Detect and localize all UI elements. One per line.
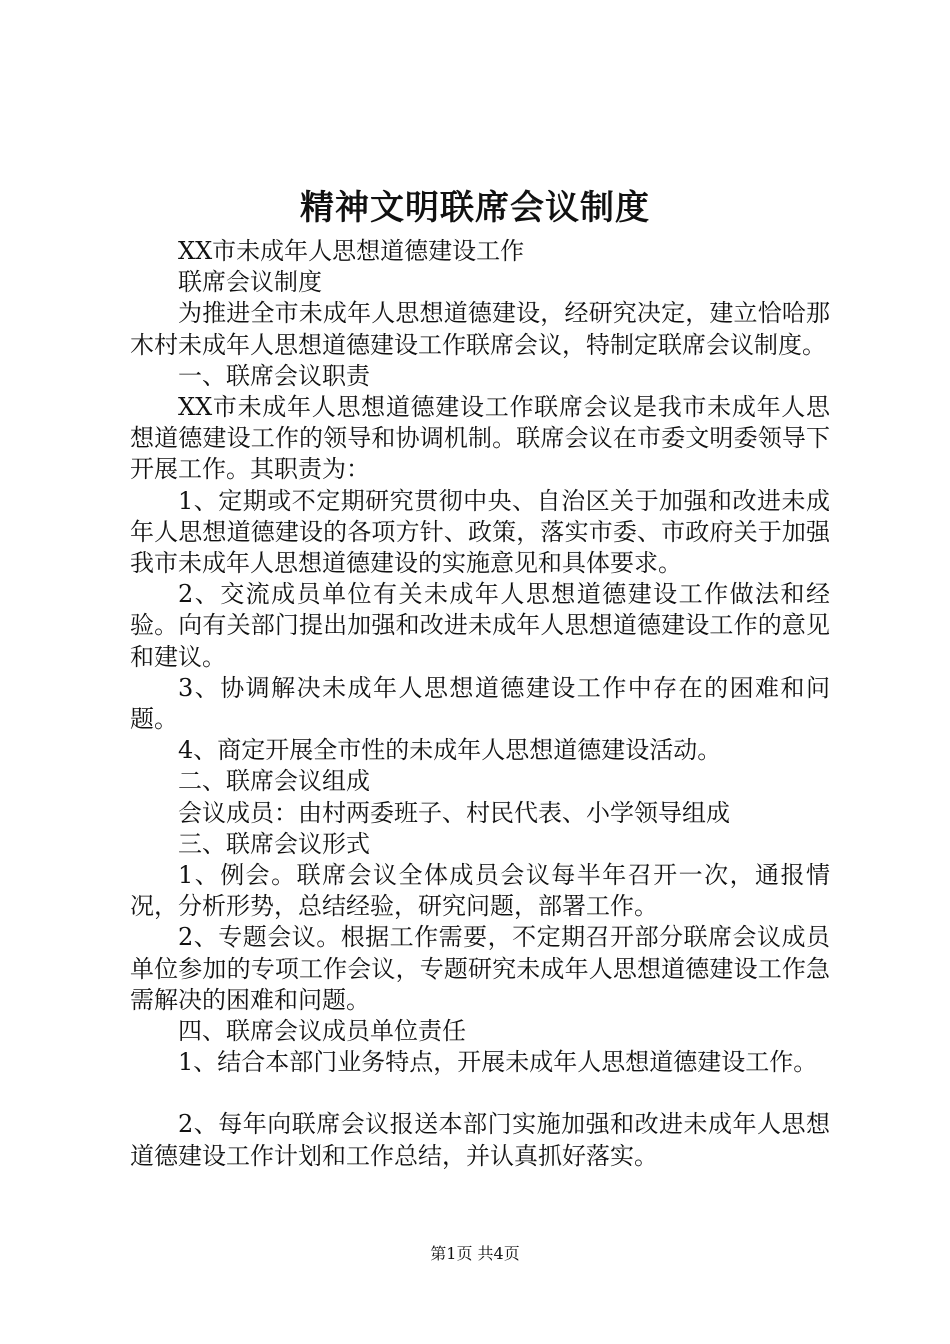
document-title: 精神文明联席会议制度 xyxy=(300,188,650,228)
section-heading: 四、联席会议成员单位责任 xyxy=(178,1017,466,1046)
list-item: 2、专题会议。根据工作需要，不定期召开部分联席会议成员单位参加的专项工作会议，专题研究未成年人思想道德建设工作急需解决的困难和问题。 xyxy=(130,923,830,1014)
list-item: 1、例会。联席会议全体成员会议每半年召开一次，通报情况，分析形势，总结经验，研究问题，部署工作。 xyxy=(130,861,830,921)
paragraph: 会议成员：由村两委班子、村民代表、小学领导组成 xyxy=(178,798,730,827)
paragraph: 联席会议制度 xyxy=(178,268,322,297)
list-item: 4、商定开展全市性的未成年人思想道德建设活动。 xyxy=(178,736,722,765)
list-item: 1、定期或不定期研究贯彻中央、自治区关于加强和改进未成年人思想道德建设的各项方针、政策，落实市委、市政府关于加强我市未成年人思想道德建设的实施意见和具体要求。 xyxy=(130,486,830,578)
page-footer: 第1页 共4页 xyxy=(430,1244,520,1263)
paragraph: 为推进全市未成年人思想道德建设，经研究决定，建立恰哈那木村未成年人思想道德建设工作联席会议，特制定联席会议制度。 xyxy=(130,299,830,359)
section-heading: 二、联席会议组成 xyxy=(178,767,370,796)
paragraph: XX市未成年人思想道德建设工作联席会议是我市未成年人思想道德建设工作的领导和协调机制。联席会议在市委文明委领导下开展工作。其职责为： xyxy=(130,393,830,484)
list-item: 2、交流成员单位有关未成年人思想道德建设工作做法和经验。向有关部门提出加强和改进未成年人思想道德建设工作的意见和建议。 xyxy=(130,580,830,671)
section-heading: 一、联席会议职责 xyxy=(178,361,370,390)
list-item: 1、结合本部门业务特点，开展未成年人思想道德建设工作。 xyxy=(178,1048,818,1077)
section-heading: 三、联席会议形式 xyxy=(178,829,370,858)
document-body xyxy=(130,236,830,1172)
paragraph: XX市未成年人思想道德建设工作 xyxy=(178,237,525,265)
list-item: 2、每年向联席会议报送本部门实施加强和改进未成年人思想道德建设工作计划和工作总结，并认真抓好落实。 xyxy=(130,1110,830,1170)
list-item: 3、协调解决未成年人思想道德建设工作中存在的困难和问题。 xyxy=(130,673,830,734)
